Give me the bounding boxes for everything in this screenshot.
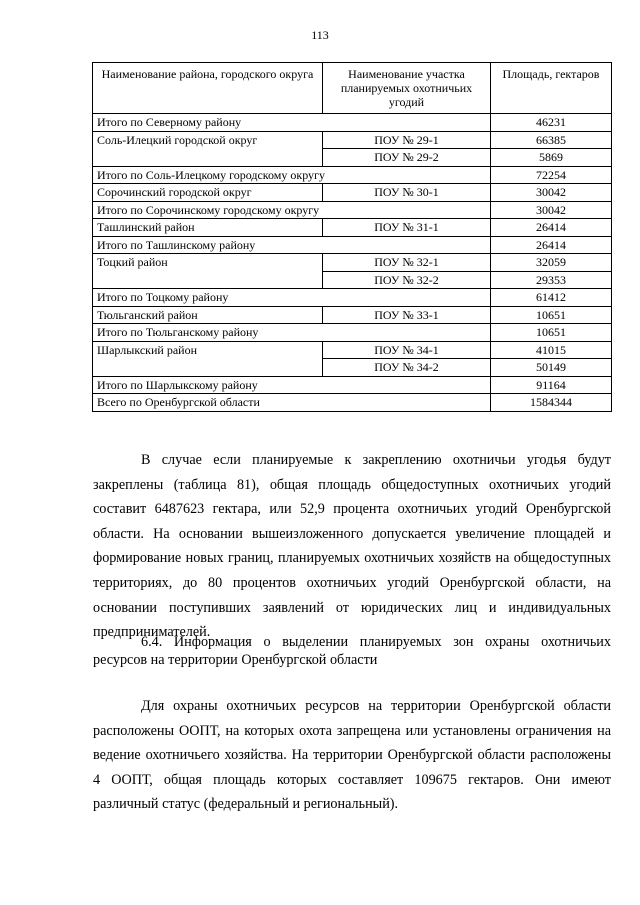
table-total-row <box>93 201 612 219</box>
header-district: Наименование района, городского округа <box>93 63 323 114</box>
table-row <box>93 359 612 377</box>
cell-area: 10651 <box>491 306 612 324</box>
cell-district <box>93 271 323 289</box>
cell-plot: ПОУ № 34-2 <box>323 359 491 377</box>
header-plot: Наименование участка планируемых охотничьих угодий <box>323 63 491 114</box>
cell-area: 91164 <box>491 376 612 394</box>
cell-area: 50149 <box>491 359 612 377</box>
header-area: Площадь, гектаров <box>491 63 612 114</box>
cell-district <box>93 359 323 377</box>
table-row <box>93 254 612 272</box>
paragraph-text: Для охраны охотничьих ресурсов на территории Оренбургской области расположены ООПТ, на которых охота запрещена или установлены ограничения на ведение охотничьего хозяйства. На территории Оренбургской области расположены 4 ООПТ, общая площадь которых составляет 109675 гектаров. Они имеют различный статус (федеральный и региональный). <box>93 698 611 813</box>
cell-area: 32059 <box>491 254 612 272</box>
table-total-row <box>93 289 612 307</box>
paragraph-protected-areas <box>93 694 611 817</box>
paragraph-free-grounds <box>93 448 611 645</box>
table-total-row <box>93 236 612 254</box>
cell-plot: ПОУ № 33-1 <box>323 306 491 324</box>
section-heading: 6.4. Информация о выделении планируемых зон охраны охотничьих ресурсов на территории Оренбургской области <box>93 634 611 668</box>
cell-total-label: Всего по Оренбургской области <box>93 394 491 412</box>
cell-area: 1584344 <box>491 394 612 412</box>
cell-area: 10651 <box>491 324 612 342</box>
cell-area: 30042 <box>491 201 612 219</box>
cell-district: Тюльганский район <box>93 306 323 324</box>
table-total-row <box>93 394 612 412</box>
paragraph-text: В случае если планируемые к закреплению охотничьи угодья будут закреплены (таблица 81), общая площадь общедоступных охотничьих угодий составит 6487623 гектара, или 52,9 процента охотничьих угодий Оренбургской области. На основании вышеизложенного допускается увеличение площадей и формирование новых границ, планируемых охотничьих хозяйств на общедоступных территориях, до 80 процентов охотничьих угодий Оренбургской области, на основании поступивших заявлений от юридических лиц и индивидуальных предпринимателей. <box>93 452 611 641</box>
cell-district: Шарлыкский район <box>93 341 323 359</box>
cell-district: Сорочинский городской округ <box>93 184 323 202</box>
cell-total-label: Итого по Сорочинскому городскому округу <box>93 201 491 219</box>
cell-area: 61412 <box>491 289 612 307</box>
table-row <box>93 219 612 237</box>
table-row <box>93 341 612 359</box>
cell-plot: ПОУ № 31-1 <box>323 219 491 237</box>
cell-plot: ПОУ № 29-1 <box>323 131 491 149</box>
cell-area: 41015 <box>491 341 612 359</box>
cell-area: 30042 <box>491 184 612 202</box>
cell-total-label: Итого по Соль-Илецкому городскому округу <box>93 166 491 184</box>
table-total-row <box>93 114 612 132</box>
cell-area: 46231 <box>491 114 612 132</box>
cell-area: 66385 <box>491 131 612 149</box>
hunting-grounds-table <box>92 62 612 412</box>
cell-total-label: Итого по Тоцкому району <box>93 289 491 307</box>
table-total-row <box>93 376 612 394</box>
cell-total-label: Итого по Северному району <box>93 114 491 132</box>
cell-total-label: Итого по Тюльганскому району <box>93 324 491 342</box>
table-row <box>93 271 612 289</box>
table-body <box>93 114 612 412</box>
cell-plot: ПОУ № 34-1 <box>323 341 491 359</box>
cell-district <box>93 149 323 167</box>
cell-area: 29353 <box>491 271 612 289</box>
table-row <box>93 149 612 167</box>
cell-plot: ПОУ № 32-2 <box>323 271 491 289</box>
cell-district: Ташлинский район <box>93 219 323 237</box>
cell-area: 26414 <box>491 219 612 237</box>
table-total-row <box>93 166 612 184</box>
cell-plot: ПОУ № 30-1 <box>323 184 491 202</box>
cell-total-label: Итого по Ташлинскому району <box>93 236 491 254</box>
cell-area: 26414 <box>491 236 612 254</box>
cell-plot: ПОУ № 32-1 <box>323 254 491 272</box>
cell-area: 5869 <box>491 149 612 167</box>
table-row <box>93 184 612 202</box>
table-header-row <box>93 63 612 114</box>
table-row <box>93 131 612 149</box>
cell-plot: ПОУ № 29-2 <box>323 149 491 167</box>
table-total-row <box>93 324 612 342</box>
cell-district: Тоцкий район <box>93 254 323 272</box>
table-row <box>93 306 612 324</box>
cell-total-label: Итого по Шарлыкскому району <box>93 376 491 394</box>
cell-area: 72254 <box>491 166 612 184</box>
cell-district: Соль-Илецкий городской округ <box>93 131 323 149</box>
page-number: 113 <box>311 28 329 42</box>
